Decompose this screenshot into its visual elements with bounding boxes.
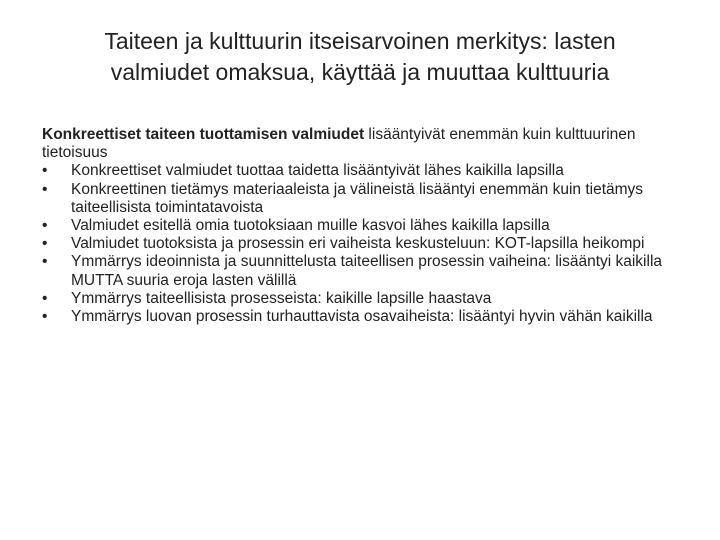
bullet-item [42, 162, 692, 180]
slide-title-line-2: valmiudet omaksua, käyttää ja muuttaa kulttuuria [110, 59, 610, 85]
bullet-item [42, 235, 692, 253]
bullet-text: Valmiudet tuotoksista ja prosessin eri vaiheista keskusteluun: KOT-lapsilla heikompi [71, 235, 645, 253]
bullet-list [42, 162, 692, 326]
bullet-text: Ymmärrys ideoinnista ja suunnittelusta taiteellisen prosessin vaiheina: lisääntyi kaikilla MUTTA suuria eroja lasten välillä [71, 253, 663, 289]
bullet-item [42, 290, 692, 308]
bullet-item [42, 308, 692, 326]
bullet-item [42, 181, 692, 217]
bullet-item [42, 253, 692, 289]
slide-title [30, 26, 690, 88]
bullet-text: Konkreettiset valmiudet tuottaa taidetta lisääntyivät lähes kaikilla lapsilla [71, 162, 564, 180]
bullet-marker: • [42, 235, 48, 253]
bullet-marker: • [42, 162, 48, 180]
bullet-item [42, 217, 692, 235]
slide-title-line-1: Taiteen ja kulttuurin itseisarvoinen merkitys: lasten [104, 28, 616, 54]
lead-bold-text: Konkreettiset taiteen tuottamisen valmiudet [42, 126, 365, 143]
bullet-marker: • [42, 308, 48, 326]
bullet-text: Valmiudet esitellä omia tuotoksiaan muille kasvoi lähes kaikilla lapsilla [71, 217, 550, 235]
bullet-marker: • [42, 217, 48, 235]
lead-paragraph [42, 126, 692, 162]
slide-body [42, 126, 692, 326]
bullet-marker: • [42, 180, 48, 198]
bullet-text: Ymmärrys taiteellisista prosesseista: kaikille lapsille haastava [71, 289, 492, 307]
lead-text: lisääntyivät enemmän kuin kulttuurinen tietoisuus [42, 126, 636, 162]
bullet-text: Konkreettinen tietämys materiaaleista ja välineistä lisääntyi enemmän kuin tietämys taiteellisista toimintatavoista [71, 180, 644, 216]
bullet-marker: • [42, 289, 48, 307]
bullet-marker: • [42, 253, 48, 271]
bullet-text: Ymmärrys luovan prosessin turhauttavista osavaiheista: lisääntyi hyvin vähän kaikilla [71, 308, 653, 326]
